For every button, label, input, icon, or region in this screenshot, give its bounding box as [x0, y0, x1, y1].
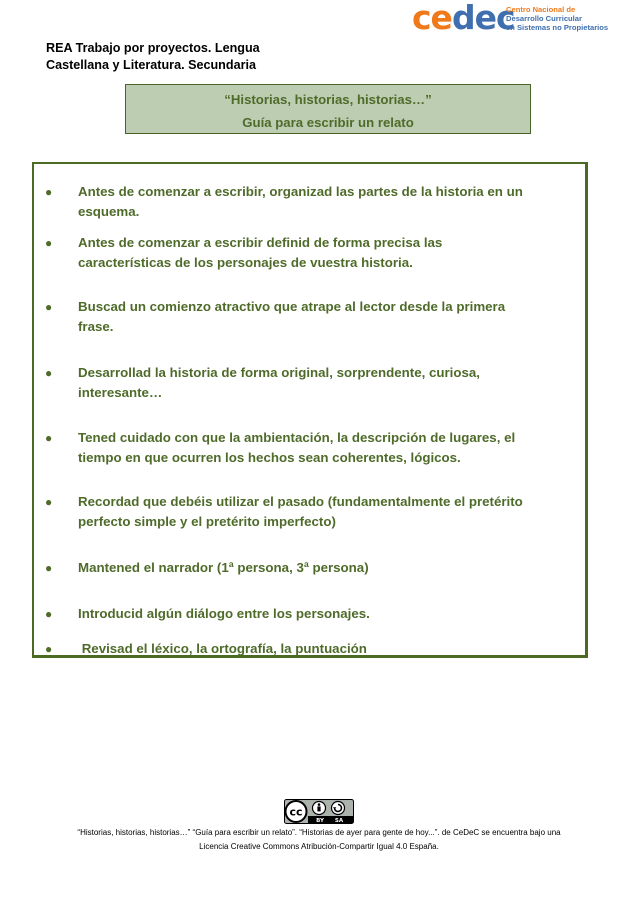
bullet-icon: ●: [45, 366, 53, 380]
bullet-icon: ●: [45, 431, 53, 445]
bullet-icon: ●: [45, 495, 53, 509]
cedec-logo: [412, 2, 608, 38]
title-banner: [125, 84, 531, 134]
cc-badge-text: cc: [289, 805, 303, 819]
license-line2: Licencia Creative Commons Atribución-Compartir Igual 4.0 España.: [199, 842, 439, 851]
cedec-subtitle-line3: en Sistemas no Propietarios: [506, 23, 609, 32]
cedec-subtitle: [506, 5, 608, 32]
bullet-icon: ●: [45, 642, 53, 656]
bullet-icon: ●: [45, 300, 53, 314]
cedec-subtitle-line1: Centro Nacional de: [506, 5, 576, 14]
header-line1: REA Trabajo por proyectos. Lengua: [46, 41, 260, 55]
cedec-subtitle-line2: Desarrollo Curricular: [506, 14, 582, 23]
license-footer: [20, 826, 618, 854]
bullet-icon: ●: [45, 607, 53, 621]
header-line2: Castellana y Literatura. Secundaria: [46, 58, 256, 72]
bullet-icon: ●: [45, 236, 53, 250]
cc-by-sa-badge-icon: [284, 799, 354, 824]
bullet-icon: ●: [45, 185, 53, 199]
banner-title: “Historias, historias, historias…”: [224, 92, 432, 107]
bullet-icon: ●: [45, 561, 53, 575]
cedec-wordmark: cedec: [412, 0, 515, 37]
document-header: [46, 40, 306, 74]
sa-badge-text: SA: [334, 818, 344, 824]
banner-subtitle: Guía para escribir un relato: [242, 115, 414, 130]
license-line1: “Historias, historias, historias…” “Guía para escribir un relato”. “Historias de ayer para gente de hoy...”. de CeDeC se encuentra bajo una: [77, 828, 561, 837]
by-badge-text: BY: [316, 818, 324, 824]
